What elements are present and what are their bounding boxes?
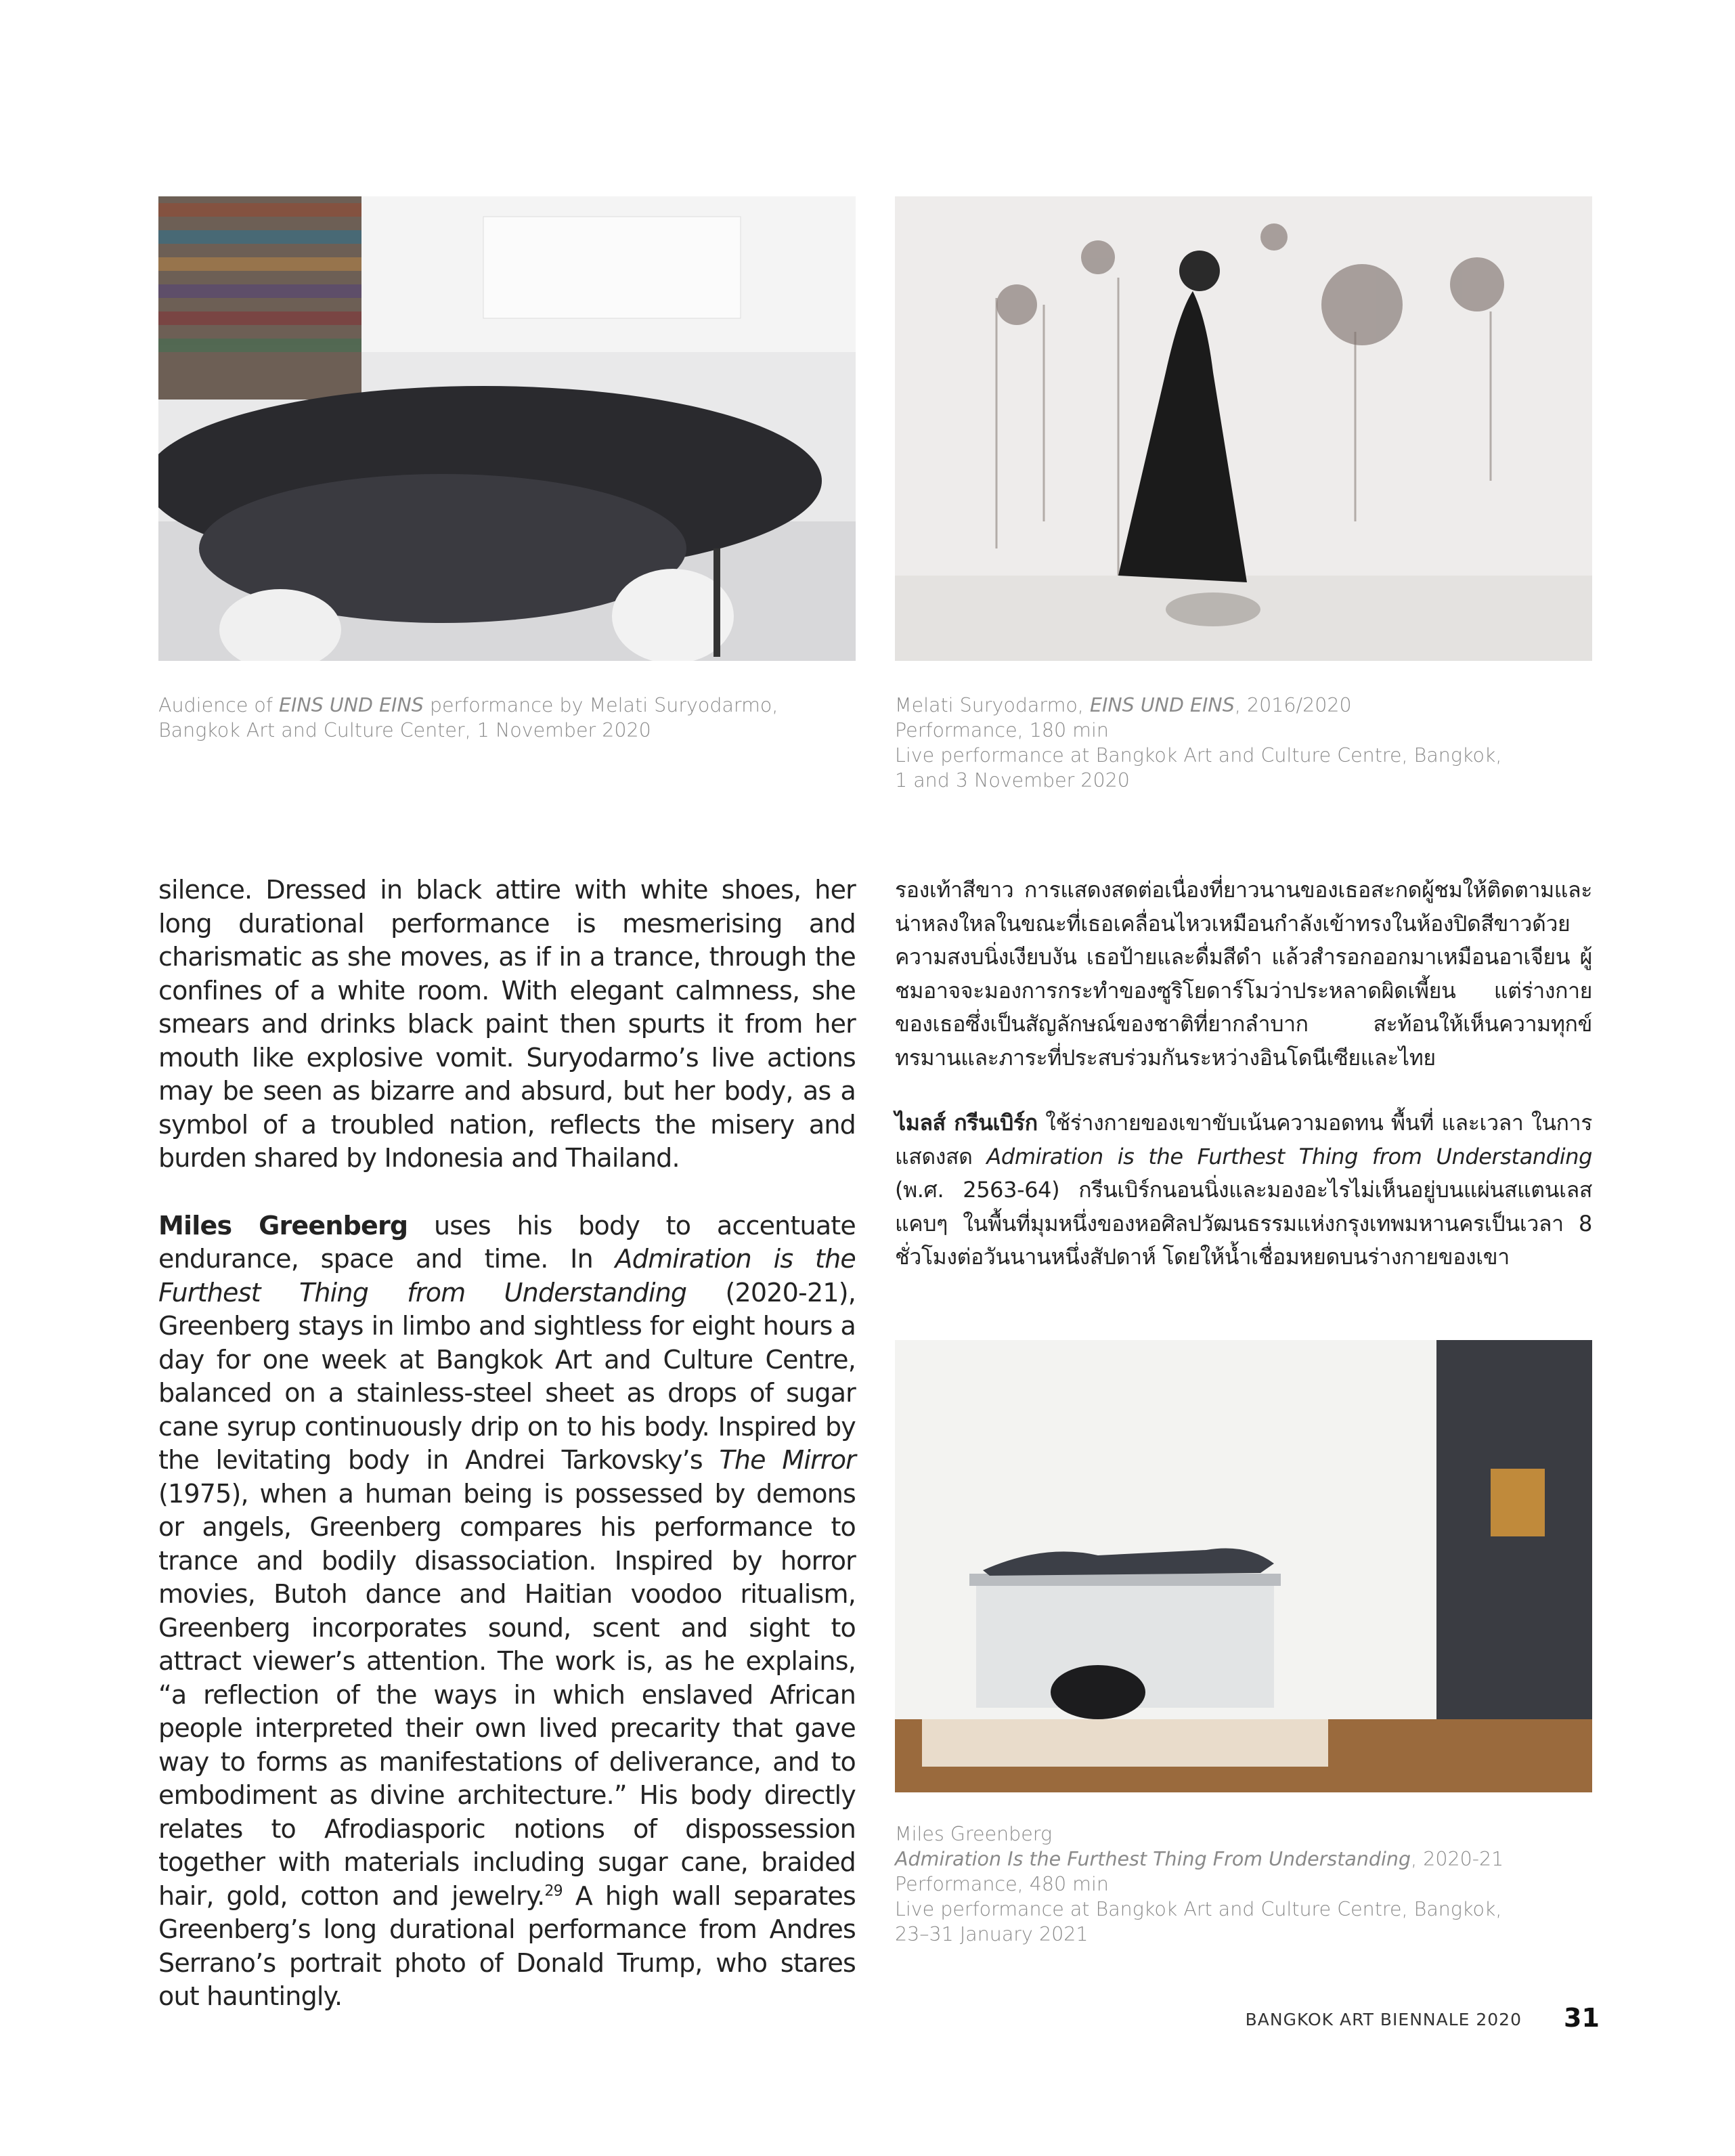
thai-paragraph-1: รองเท้าสีขาว การแสดงสดต่อเนื่องที่ยาวนานของเธอสะกดผู้ชมให้ติดตามและน่าหลงใหลในขณะที่เธอเคลื่อนไหวเหมือนกำลังเข้าทรงในห้องปิดสีขาวด้วยความสงบนิ่งเงียบงัน เธอป้ายและดื่มสีดำ แล้วสำรอกออกมาเหมือนอาเจียน ผู้ชมอาจจะมองการกระทำของซูริโยดาร์โมว่าประหลาดผิดเพี้ยน แต่ร่างกายของเธอซึ่งเป็นสัญลักษณ์ของชาติที่ยากลำบาก สะท้อนให้เห็นความทุกข์ทรมานและภาระที่ประสบร่วมกันระหว่างอินโดนีเซียและไทย [895, 877, 1592, 1071]
thai-paragraph-2: ไมลส์ กรีนเบิร์ก ใช้ร่างกายของเขาขับเน้นความอดทน พื้นที่ และเวลา ในการแสดงสด Admiration is the Furthest Thing from Understanding (พ.ศ. 2563-64) กรีนเบิร์กนอนนิ่งและมองอะไรไม่เห็นอยู่บนแผ่นสแตนเลสแคบๆ ในพื้นที่มุมหนึ่งของหอศิลปวัฒนธรรมแห่งกรุงเทพมหานครเป็นเวลา 8 ชั่วโมงต่อวันนานหนึ่งสัปดาห์ โดยให้น้ำเชื่อมหยดบนร่างกายของเขา [895, 1110, 1593, 1270]
caption-performer: Melati Suryodarmo, EINS UND EINS, 2016/2020 Performance, 180 min Live performance at Bangkok Art and Culture Centre, Bangkok, 1 and 3 November 2020 [895, 694, 1502, 792]
publication-title: BANGKOK ART BIENNALE 2020 [1245, 2010, 1522, 2029]
greenberg-photo [895, 1340, 1592, 1792]
audience-photo [158, 196, 856, 661]
footnote-marker: 29 [544, 1882, 563, 1899]
performer-photo [895, 196, 1592, 661]
page-number: 31 [1564, 2003, 1600, 2033]
caption-greenberg: Miles Greenberg Admiration Is the Furthest Thing From Understanding, 2020-21 Performance, 480 min Live performance at Bangkok Art and Culture Centre, Bangkok, 23–31 January 2021 [895, 1823, 1504, 1945]
english-paragraph-1: silence. Dressed in black attire with white shoes, her long durational performance is mesmerising and charismatic as she moves, as if in a trance, through the confines of a white room. With elegant calmness, she smears and drinks black paint then spurts it from her mouth like explosive vomit. Suryodarmo’s live actions may be seen as bizarre and absurd, but her body, as a symbol of a troubled nation, reflects the misery and burden shared by Indonesia and Thailand. [158, 875, 856, 1173]
caption-audience: Audience of EINS UND EINS performance by Melati Suryodarmo, Bangkok Art and Culture Center, 1 November 2020 [158, 694, 778, 741]
english-paragraph-2: Miles Greenberg uses his body to accentuate endurance, space and time. In Admiration is the Furthest Thing from Understanding (2020-21), Greenberg stays in limbo and sightless for eight hours a day for one week at Bangkok Art and Culture Centre, balanced on a stainless-steel sheet as drops of sugar cane syrup continuously drip on to his body. Inspired by the levitating body in Andrei Tarkovsky’s The Mirror (1975), when a human being is possessed by demons or angels, Greenberg compares his performance to trance and bodily disassociation. Inspired by horror movies, Butoh dance and Haitian voodoo ritualism, Greenberg incorporates sound, scent and sight to attract viewer’s attention. The work is, as he explains, “a reflection of the ways in which enslaved African people interpreted their own lived precarity that gave way to forms as manifestations of deliverance, and to embodiment as divine architecture.” His body directly relates to Afrodiasporic notions of dispossession together with materials including sugar cane, braided hair, gold, cotton and jewelry.$^{29}$ A high wall separates Greenberg’s long durational performance from Andres Serrano’s portrait photo of Donald Trump, who stares out hauntingly. [158, 1210, 856, 2011]
english-body-text [158, 874, 856, 2048]
